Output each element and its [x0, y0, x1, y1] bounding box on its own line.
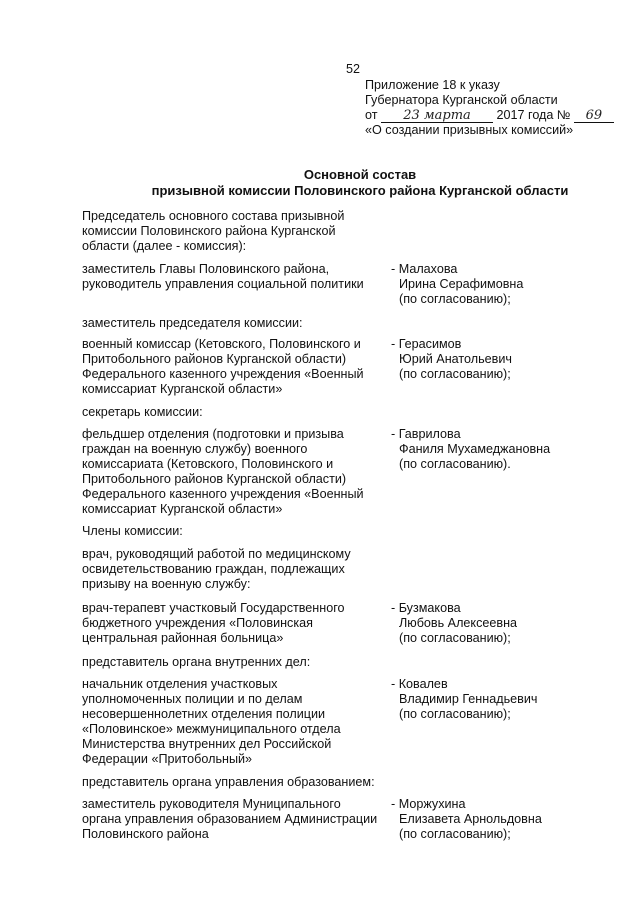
position-police-chief: начальник отделения участковых уполномоченных полиции и по делам несовершеннолетних отделения полиции «Половинское» межмуниципального отдела Министерства внутренних дел Российской Федерации «Притобольный»	[82, 677, 341, 766]
position-medical-doctor: врач, руководящий работой по медицинскому освидетельствованию граждан, подлежащих призыву на военную службу:	[82, 547, 351, 591]
person-kovalev: - Ковалев Владимир Геннадьевич (по согласованию);	[391, 677, 538, 721]
position-military-commissar: военный комиссар (Кетовского, Половинского и Притобольного районов Курганской области) Федерального казенного учреждения «Военный комиссариат Курганской области»	[82, 337, 364, 396]
person-gavrilova: - Гаврилова Фаниля Мухамеджановна (по согласованию).	[391, 427, 551, 471]
appendix-line-3	[365, 108, 635, 123]
heading-secretary: секретарь комиссии:	[82, 405, 203, 419]
chairman-heading: Председатель основного состава призывной комиссии Половинского района Курганской области (далее - комиссия):	[82, 209, 345, 253]
handwritten-date: 23 марта	[381, 110, 493, 123]
heading-members: Члены комиссии:	[82, 524, 183, 538]
heading-internal-affairs: представитель органа внутренних дел:	[82, 655, 311, 669]
heading-education-authority: представитель органа управления образованием:	[82, 775, 375, 789]
appendix-from-label: от	[365, 108, 378, 122]
person-malakhova: - Малахова Ирина Серафимовна (по согласованию);	[391, 262, 524, 306]
person-buzmakova: - Бузмакова Любовь Алексеевна (по согласованию);	[391, 601, 518, 645]
appendix-line-2: Губернатора Курганской области	[365, 93, 558, 107]
title-line-2: призывной комиссии Половинского района Курганской области	[151, 183, 569, 198]
position-deputy-head: заместитель Главы Половинского района, руководитель управления социальной политики	[82, 262, 364, 291]
position-deputy-education: заместитель руководителя Муниципального органа управления образованием Администрации Половинского района	[82, 797, 378, 841]
title-line-1: Основной состав	[303, 167, 417, 182]
document-title	[80, 167, 640, 199]
appendix-line-1: Приложение 18 к указу	[365, 78, 500, 92]
appendix-header	[365, 78, 635, 138]
person-morzhukhina: - Моржухина Елизавета Арнольдовна (по согласованию);	[391, 797, 542, 841]
position-paramedic: фельдшер отделения (подготовки и призыва граждан на военную службу) военного комиссариата (Кетовского, Половинского и Притобольного районов Курганской области) Федерального казенного учреждения «Военный комиссариат Курганской области»	[82, 427, 364, 516]
position-therapist: врач-терапевт участковый Государственного бюджетного учреждения «Половинская центральная районная больница»	[82, 601, 345, 645]
person-gerasimov: - Герасимов Юрий Анатольевич (по согласованию);	[391, 337, 512, 381]
appendix-year-text: 2017 года №	[496, 108, 571, 122]
heading-deputy-chairman: заместитель председателя комиссии:	[82, 316, 303, 330]
appendix-line-4: «О создании призывных комиссий»	[365, 123, 574, 137]
handwritten-number: 69	[574, 110, 614, 123]
page-number: 52	[345, 62, 360, 76]
